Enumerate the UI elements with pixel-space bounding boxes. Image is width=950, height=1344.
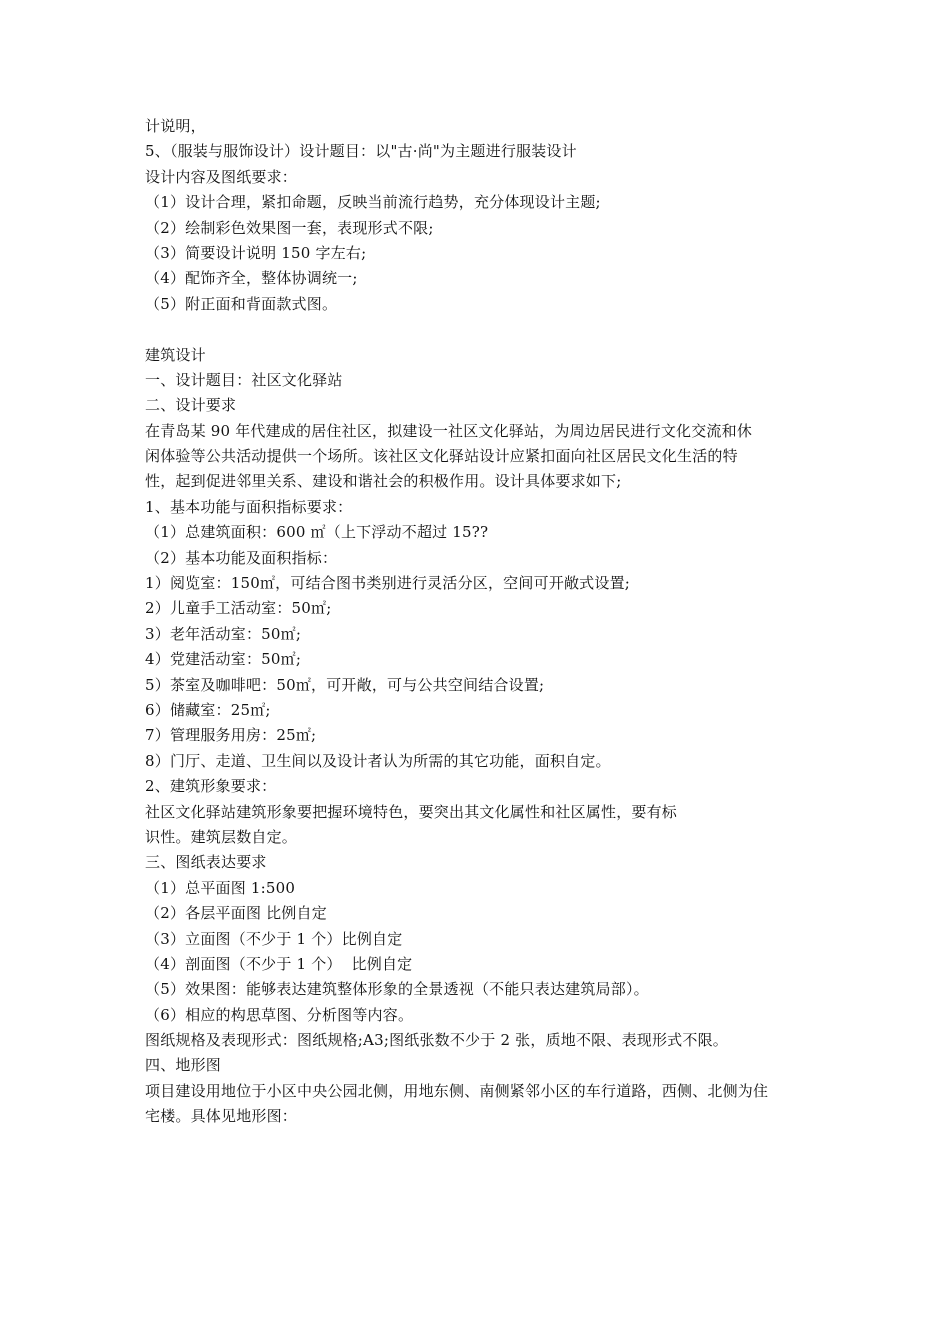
drawing-item: （4）剖面图（不少于 1 个） 比例自定 (145, 954, 413, 973)
requirements-heading: 设计内容及图纸要求： (145, 167, 298, 186)
drawing-item: （5）效果图：能够表达建筑整体形象的全景透视（不能只表达建筑局部）。 (145, 980, 649, 999)
paragraph-line: 在青岛某 90 年代建成的居住社区，拟建设一社区文化驿站，为周边居民进行文化交流和休 (145, 421, 753, 440)
function-item: 1）阅览室：150㎡，可结合图书类别进行灵活分区，空间可开敞式设置; (145, 574, 631, 593)
function-item: 3）老年活动室：50㎡; (145, 624, 302, 643)
text-line: 计说明， (145, 117, 206, 135)
paragraph-line: 社区文化驿站建筑形象要把握环境特色，要突出其文化属性和社区属性，要有标 (145, 802, 678, 821)
spacer (145, 317, 810, 342)
section-heading: 一、设计题目：社区文化驿站 (145, 370, 343, 389)
paragraph-line: 项目建设用地位于小区中央公园北侧，用地东侧、南侧紧邻小区的车行道路，西侧、北侧为住 (145, 1081, 769, 1100)
requirement-item: （2）绘制彩色效果图一套，表现形式不限; (145, 218, 434, 237)
requirement-item: （3）简要设计说明 150 字左右; (145, 243, 367, 262)
function-item: 2）儿童手工活动室：50㎡; (145, 599, 332, 618)
paragraph-line: 宅楼。具体见地形图： (145, 1107, 298, 1126)
function-item: 6）储藏室：25㎡; (145, 700, 271, 719)
drawing-item: （1）总平面图 1:500 (145, 878, 296, 897)
function-item: 5）茶室及咖啡吧：50㎡，可开敞，可与公共空间结合设置; (145, 675, 545, 694)
format-line: 图纸规格及表现形式：图纸规格;A3;图纸张数不少于 2 张，质地不限、表现形式不限。 (145, 1031, 728, 1050)
subsection-heading: 2、建筑形象要求： (145, 777, 277, 796)
paragraph-line: 闲体验等公共活动提供一个场所。该社区文化驿站设计应紧扣面向社区居民文化生活的特 (145, 447, 738, 466)
document-body (145, 114, 810, 1130)
section-heading: 四、地形图 (145, 1056, 222, 1075)
paragraph-line: 性，起到促进邻里关系、建设和谐社会的积极作用。设计具体要求如下; (145, 472, 622, 491)
function-item: 8）门厅、走道、卫生间以及设计者认为所需的其它功能，面积自定。 (145, 751, 611, 770)
function-item: 4）党建活动室：50㎡; (145, 650, 302, 669)
drawing-item: （3）立面图（不少于 1 个）比例自定 (145, 929, 403, 948)
fashion-topic: 5、（服装与服饰设计）设计题目：以"古·尚"为主题进行服装设计 (145, 142, 577, 161)
drawing-item: （2）各层平面图 比例自定 (145, 904, 327, 923)
section-heading: 三、图纸表达要求 (145, 853, 267, 872)
requirement-item: （5）附正面和背面款式图。 (145, 294, 338, 313)
drawing-item: （6）相应的构思草图、分析图等内容。 (145, 1005, 414, 1024)
total-area-line: （1）总建筑面积：600 ㎡（上下浮动不超过 15?? (145, 523, 489, 542)
section-title: 建筑设计 (145, 345, 206, 364)
paragraph-line: 识性。建筑层数自定。 (145, 827, 298, 846)
requirement-item: （1）设计合理，紧扣命题，反映当前流行趋势，充分体现设计主题; (145, 193, 601, 212)
function-item: 7）管理服务用房：25㎡; (145, 726, 317, 745)
section-heading: 二、设计要求 (145, 396, 237, 415)
subsection-heading: 1、基本功能与面积指标要求： (145, 497, 353, 516)
requirement-item: （4）配饰齐全，整体协调统一; (145, 269, 358, 288)
function-heading: （2）基本功能及面积指标： (145, 548, 338, 567)
